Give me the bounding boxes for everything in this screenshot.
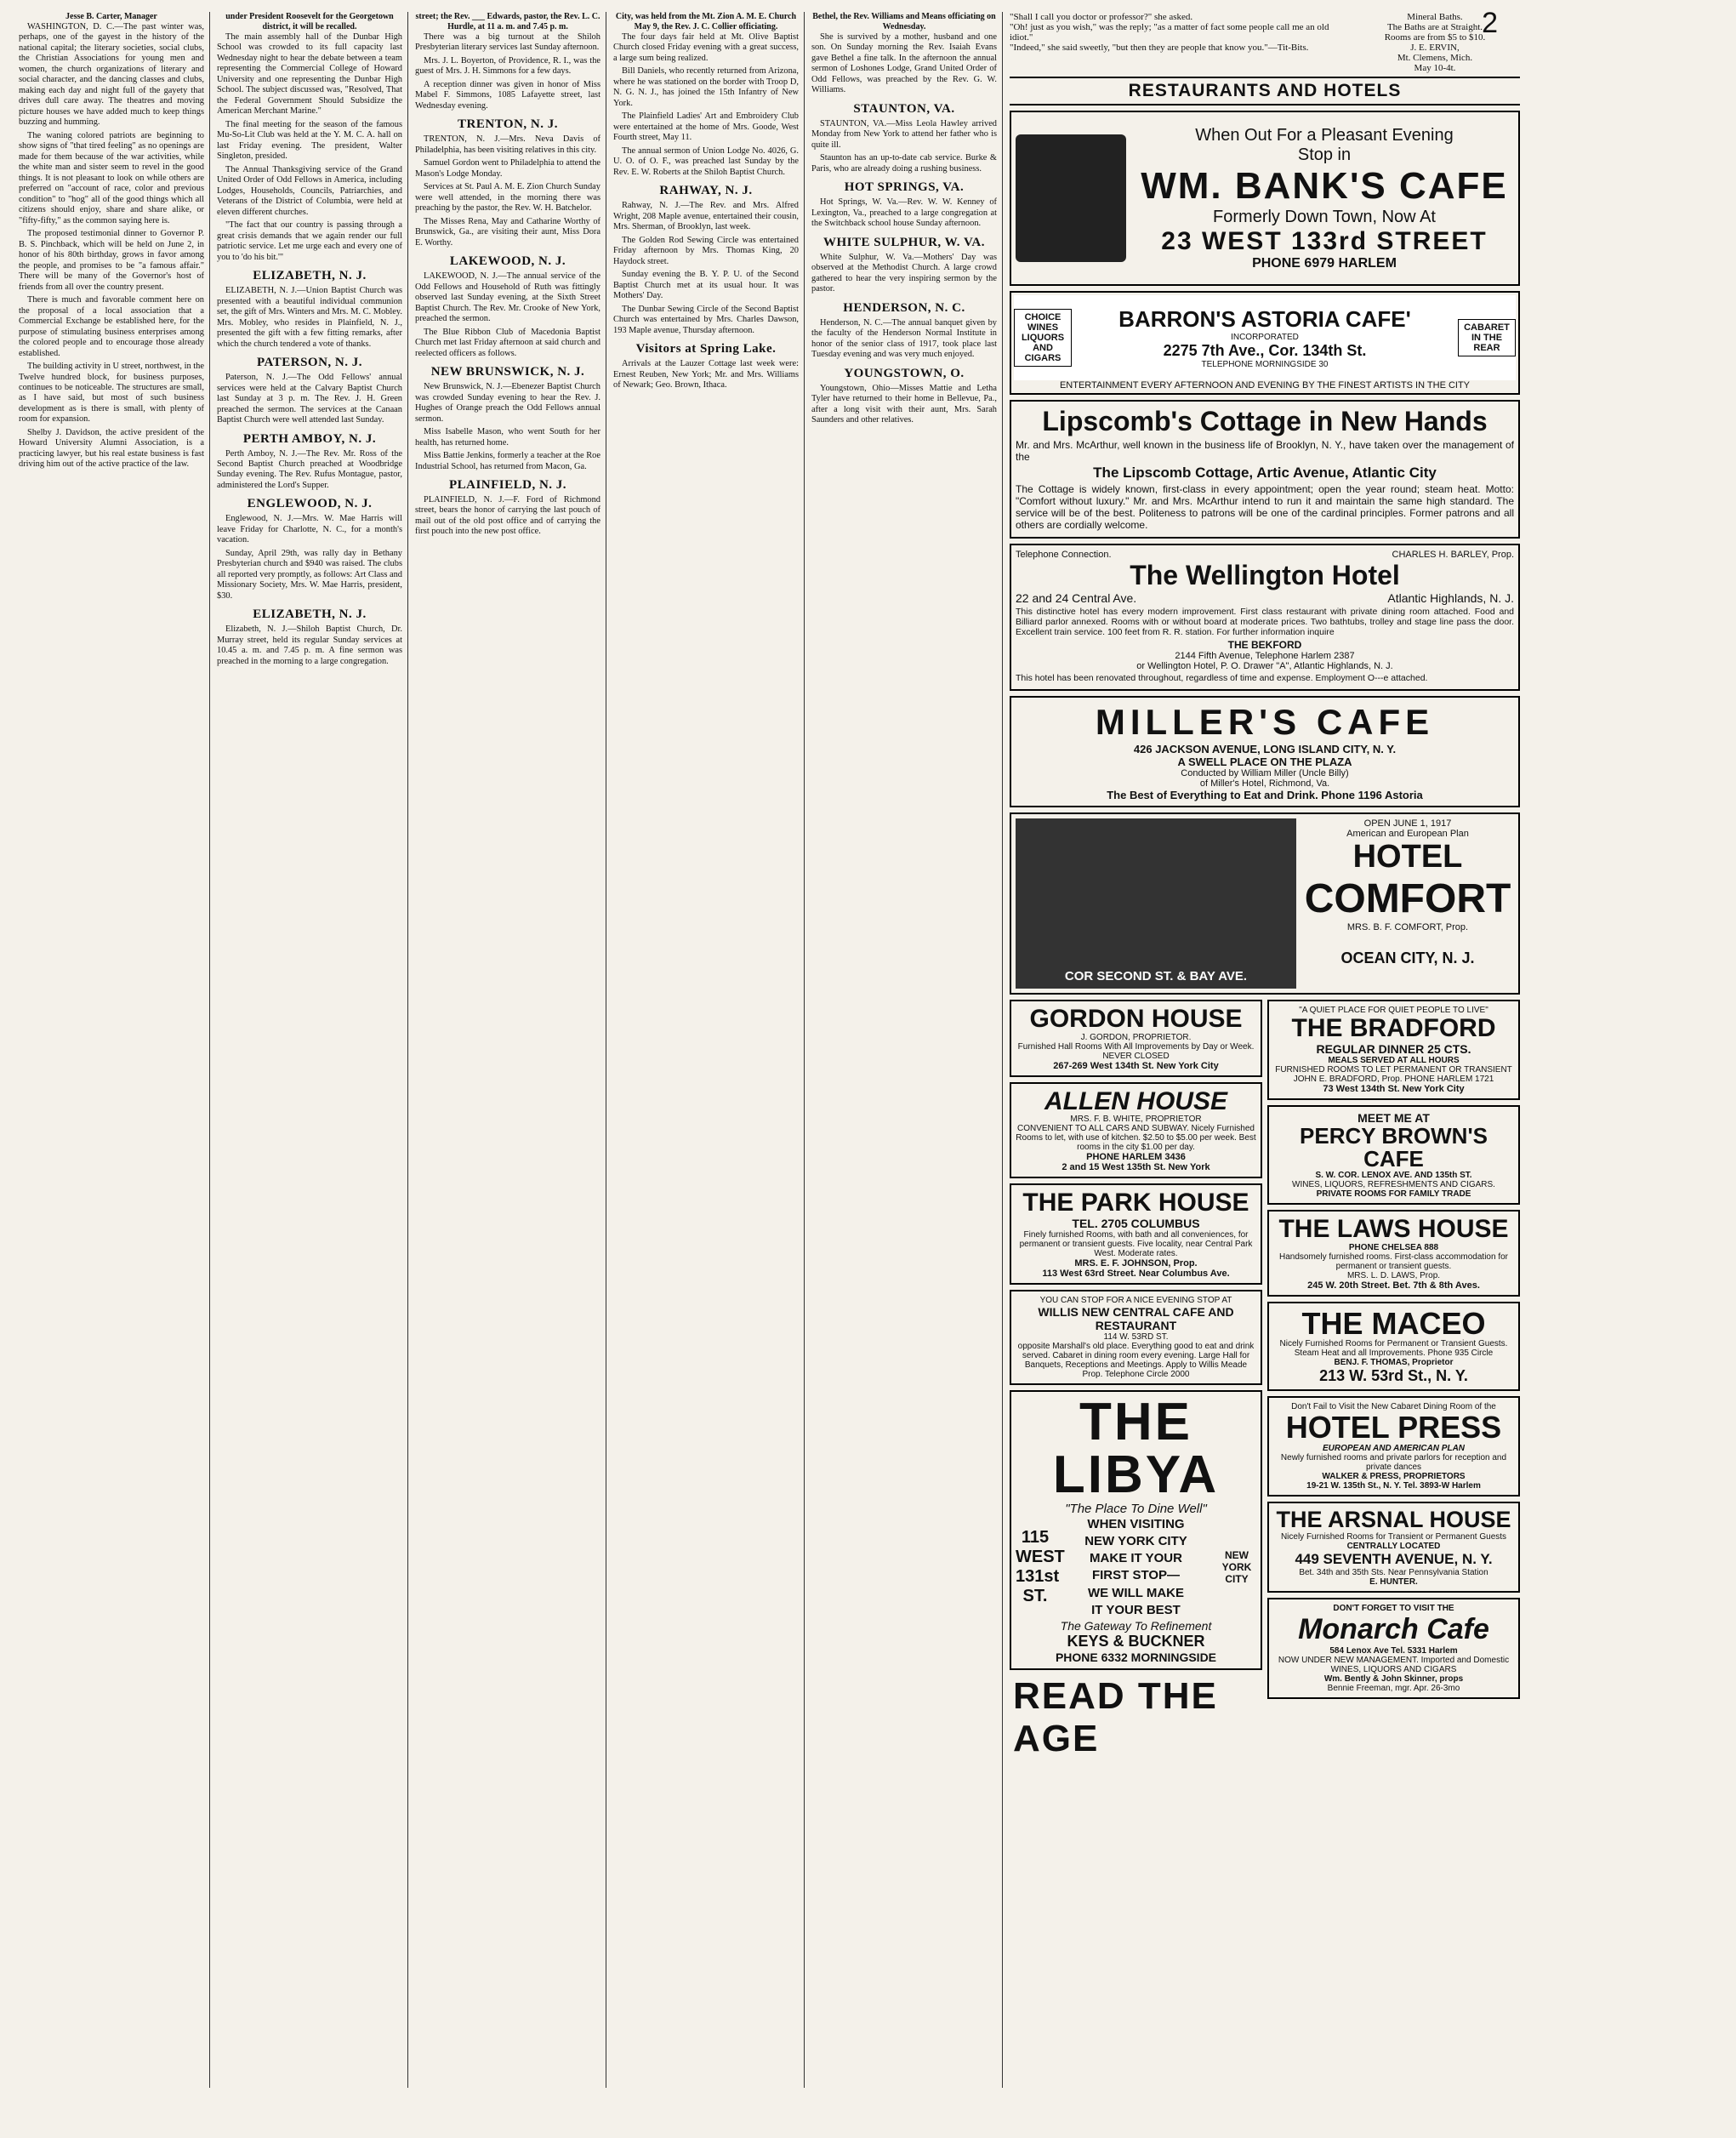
ad-hotel-press [1267,1396,1520,1497]
ad-subtitle: HOTEL [1352,839,1463,875]
section-heading: NEW BRUNSWICK, N. J. [430,365,585,379]
ad-line: YOU CAN STOP FOR A NICE EVENING STOP AT [1039,1295,1232,1305]
article-paragraph: LAKEWOOD, N. J.—The annual service of the Odd Fellows and Household of Ruth was fittingly observed last Sunday evening, at the Sixth Street Baptist Church. The Rev. Mr. Crooke of New York, preached the sermon. [415,271,600,324]
ad-barrons-astoria [1010,291,1520,395]
ad-line: of Miller's Hotel, Richmond, Va. [1199,778,1330,789]
article-paragraph: The Golden Rod Sewing Circle was entertained Friday afternoon by Mrs. Thomas King, 20 Haydock street. [613,235,799,266]
ad-address: 113 West 63rd Street. Near Columbus Ave. [1042,1268,1230,1279]
ad-footer: PRIVATE ROOMS FOR FAMILY TRADE [1316,1189,1471,1200]
article-paragraph: WASHINGTON, D. C.—The past winter was, perhaps, one of the gayest in the history of the national capital; the literary societies, social clubs, the Christian Associations for young men and women, the church organizations of literary and social character, and the dancing classes and clubs, making each day and night full of the gayety that drives dull care away. The theatres and moving picture houses we have added much to keep things buzzing and humming. [19,22,204,128]
ad-address: 19-21 W. 135th St., N. Y. Tel. 3893-W Harlem [1306,1481,1481,1491]
article-paragraph: Englewood, N. J.—Mrs. W. Mae Harris will leave Friday for Charlotte, N. C., for a month's vacation. [217,514,402,545]
ad-text: Mr. and Mrs. McArthur, well known in the business life of Brooklyn, N. Y., have taken over the management of the [1016,439,1514,463]
ad-line: CENTRALLY LOCATED [1346,1541,1441,1551]
ad-text: Nicely Furnished Rooms for Permanent or Transient Guests. Steam Heat and all Improvements. Phone 935 Circle [1279,1339,1508,1359]
ad-text: opposite Marshall's old place. Everything good to eat and drink served. Cabaret in dining room every evening. Large Hall for Banquets, Receptions and Meetings. Apply to Willis Meade Prop. Telephone Circle 2000 [1017,1341,1255,1379]
section-heading: ELIZABETH, N. J. [253,269,367,283]
ad-line: MRS. E. F. JOHNSON, Prop. [1074,1257,1198,1269]
ad-line: Bet. 34th and 35th Sts. Near Pennsylvania Station [1299,1567,1488,1577]
ad-line: WE WILL MAKE [1087,1585,1185,1600]
ad-subtitle: THE BEKFORD [1227,639,1302,651]
ad-address: 245 W. 20th Street. Bet. 7th & 8th Aves. [1307,1280,1480,1291]
column-top-line: under President Roosevelt for the Georgetown district, it will be recalled. [225,12,394,31]
ad-line: American and European Plan [1346,829,1469,839]
article-paragraph: The Dunbar Sewing Circle of the Second Baptist Church was entertained by Mrs. Charles Dawson, 193 Maple avenue, Thursday afternoon. [613,304,799,335]
ad-subtitle: The Lipscomb Cottage, Artic Avenue, Atlantic City [1093,465,1437,481]
ad-allen-house [1010,1082,1262,1179]
section-heading: WHITE SULPHUR, W. VA. [822,235,985,249]
column-top-line: City, was held from the Mt. Zion A. M. E. Church May 9, the Rev. J. C. Collier officiating. [615,12,797,31]
ad-address: 267-269 West 134th St. New York City [1053,1060,1219,1071]
baths-line: The Baths are at Straight. [1386,22,1483,32]
ad-slogan: The Gateway To Refinement [1060,1619,1212,1633]
ad-phone: PHONE CHELSEA 888 [1348,1242,1439,1252]
article-paragraph: The proposed testimonial dinner to Governor P. B. S. Pinchback, which will be held on June 2, in honor of his 80th birthday, grows in favor among the people, and promises to be "a famous affair." There will be many of the Governor's host of friends from all over the country present. [19,229,204,292]
ad-line: J. GORDON, PROPRIETOR. [1080,1032,1192,1042]
article-paragraph: Arrivals at the Lauzer Cottage last week were: Ernest Reuben, New York; Mr. and Mrs. Williams of Newark; Geo. Brown, Ithaca. [613,359,799,391]
ad-text: NOW UNDER NEW MANAGEMENT. Imported and Domestic WINES, LIQUORS AND CIGARS [1278,1655,1510,1674]
column-top-line: Jesse B. Carter, Manager [65,12,157,21]
article-paragraph: The Plainfield Ladies' Art and Embroidery Club were entertained at the home of Mrs. Goode, West Fourth street, May 11. [613,111,799,143]
ad-lipscomb-cottage [1010,400,1520,539]
article-paragraph: ELIZABETH, N. J.—Union Baptist Church was presented with a beautiful individual communion set, the gift of Mrs. Winters and Mrs. M. C. Mobley. Mrs. Mobley, who resides in Plainfield, N. J., presented the gift with a few fitting remarks, after which the church tendered a vote of thanks. [217,286,402,349]
article-paragraph: Hot Springs, W. Va.—Rev. W. W. Kenney of Lexington, Va., preached to a large congregation at the Switchback school house Sunday afternoon. [811,197,997,229]
news-column-5 [811,12,1003,2088]
ad-address: 2144 Fifth Avenue, Telephone Harlem 2387 [1175,651,1355,661]
section-heading: TRENTON, N. J. [458,117,558,132]
ad-address: 23 WEST 133rd STREET [1161,226,1488,255]
article-paragraph: Bill Daniels, who recently returned from Arizona, where he was stationed on the border with Troop D, N. G. N. J., has joined the 15th Infantry of New York. [613,66,799,108]
article-paragraph: Services at St. Paul A. M. E. Zion Church Sunday were well attended, in the morning there was preaching by the pastor, the Rev. W. H. Batchelor. [415,182,600,214]
ad-monarch-cafe [1267,1598,1520,1699]
article-paragraph: The four days fair held at Mt. Olive Baptist Church closed Friday evening with a great success, a large sum being realized. [613,32,799,63]
columns-row [19,12,1721,2088]
ad-line: REGULAR DINNER 25 CTS. [1316,1041,1471,1056]
joke-line: "Indeed," she said sweetly, "but then they are people that know you."—Tit-Bits. [1010,43,1309,53]
ad-address: 114 W. 53RD ST. [1103,1331,1169,1342]
article-paragraph: "The fact that our country is passing through a great crisis demands that we again render our full patriotic service. Let me urge each and every one of you to 'do his bit.'" [217,220,402,262]
ad-line: JOHN E. BRADFORD, Prop. PHONE HARLEM 1721 [1293,1074,1494,1084]
article-paragraph: Shelby J. Davidson, the active president of the Howard University Alumni Association, is a practicing lawyer, but his real estate business is fast driving him out of the active practice of the law. [19,427,204,470]
article-paragraph: Henderson, N. C.—The annual banquet given by the faculty of the Henderson Normal Institute in honor of the senior class of 1917, took place last Tuesday evening and was very much enjoyed. [811,317,997,360]
ad-phone: TEL. 2705 COLUMBUS [1072,1216,1200,1230]
ad-text: The Cottage is widely known, first-class in every appointment; open the year round; steam heat. Motto: "Comfort without luxury." Mr. and Mrs. McArthur intend to run it and maintain the same high standard. The service will be of the best. Politeness to patrons will be one of the cardinal principles. Former patrons and all others are cordially welcome. [1016,483,1514,531]
baths-line: Mineral Baths. [1407,12,1463,22]
ad-phone: PHONE 6332 MORNINGSIDE [1055,1651,1217,1664]
photo-caption: COR SECOND ST. & BAY AVE. [1064,969,1248,983]
ad-line: MRS. B. F. COMFORT, Prop. [1346,922,1469,932]
ad-line: DON'T FORGET TO VISIT THE [1333,1603,1454,1613]
ad-park-house [1010,1183,1262,1285]
baths-line: May 10-4t. [1414,63,1456,73]
ad-wellington-hotel [1010,544,1520,691]
article-paragraph: Samuel Gordon went to Philadelphia to attend the Mason's Lodge Monday. [415,158,600,179]
ad-millers-cafe [1010,696,1520,807]
ad-libya [1010,1390,1262,1671]
ad-line: EUROPEAN AND AMERICAN PLAN [1322,1444,1466,1454]
ad-banks-cafe [1010,111,1520,286]
ad-line: MRS. L. D. LAWS, Prop. [1346,1270,1441,1280]
ad-text: Newly furnished rooms and private parlors for reception and private dances [1280,1453,1507,1473]
article-paragraph: STAUNTON, VA.—Miss Leola Hawley arrived Monday from New York to attend her father who is quite ill. [811,118,997,150]
article-paragraph: Sunday evening the B. Y. P. U. of the Second Baptist Church met at its usual hour. It was Mothers' Day. [613,270,799,301]
ad-text: CONVENIENT TO ALL CARS AND SUBWAY. Nicely Furnished Rooms to let, with use of kitchen. $2.50 to $5.00 per week. Best rooms in the city $1.00 per day. [1016,1124,1256,1152]
ad-title: THE MACEO [1301,1305,1486,1341]
article-paragraph: New Brunswick, N. J.—Ebenezer Baptist Church was crowded Sunday evening to hear the Rev. J. Hughes of Orange preach the Odd Fellows annual sermon. [415,382,600,424]
hotel-photo [1016,818,1296,989]
ad-title: THE ARSNAL HOUSE [1276,1507,1511,1533]
ad-address: or Wellington Hotel, P. O. Drawer "A", Atlantic Highlands, N. J. [1136,661,1393,671]
ads-header: RESTAURANTS AND HOTELS [1010,77,1520,105]
ad-line: BENJ. F. THOMAS, Proprietor [1334,1358,1454,1368]
section-heading: PATERSON, N. J. [256,356,363,370]
ad-text: Handsomely furnished rooms. First-class accommodation for permanent or transient guests. [1279,1251,1508,1271]
article-paragraph: The Blue Ribbon Club of Macedonia Baptist Church met last Friday afternoon at said church and reelected officers as follows. [415,327,600,358]
ad-line: MAKE IT YOUR [1090,1551,1182,1565]
article-paragraph: The waning colored patriots are beginning to show signs of "that tired feeling" as no openings are made for them because of the war activities, while the white man and sister seem to revel in the good things. It is not pleasant to look on while others are preferred on "account of race, color and previous condition" to "hog" all of the good things which all citizens should enjoy, share and share alike, or "fifty-fifty," as the common saying here is. [19,130,204,225]
ad-line: NEW YORK CITY [1084,1533,1187,1548]
ad-line: Conducted by William Miller (Uncle Billy) [1181,768,1349,778]
ads-column [1010,12,1520,2088]
news-column-1 [19,12,210,2088]
ad-title: ALLEN HOUSE [1044,1086,1227,1115]
ad-text: Nicely Furnished Rooms for Transient or Permanent Guests [1280,1531,1507,1542]
baths-line: Rooms are from $5 to $10. [1384,32,1486,43]
article-paragraph: The Annual Thanksgiving service of the Grand United Order of Odd Fellows in America, including Lodges, Households, Councils, Patriarchies, and Veterans of the District of Columbia, were held at eleven different churches. [217,164,402,217]
article-paragraph: Youngstown, Ohio—Misses Mattie and Letha Tyler have returned to their home in Bellevue, Pa., after a long visit with their aunt, Mrs. Sarah Saunders and other relatives. [811,383,997,425]
ad-line: A SWELL PLACE ON THE PLAZA [1177,755,1352,768]
ad-address: OCEAN CITY, N. J. [1340,949,1475,966]
section-heading: PERTH AMBOY, N. J. [242,431,377,446]
ad-text: This hotel has been renovated throughout, regardless of time and expense. Employment O---e attached. [1016,673,1428,683]
baths-line: Mt. Clemens, Mich. [1397,53,1473,63]
ad-address: Atlantic Highlands, N. J. [1387,591,1514,605]
ad-address: 22 and 24 Central Ave. [1016,591,1137,605]
ad-address: 449 SEVENTH AVENUE, N. Y. [1295,1550,1493,1567]
ad-title: WILLIS NEW CENTRAL CAFE AND RESTAURANT [1038,1304,1234,1332]
ad-address: 426 JACKSON AVENUE, LONG ISLAND CITY, N. Y. [1133,743,1397,755]
article-paragraph: There is much and favorable comment here on the proposal of a local association that a Commercial Exchange be established here, for the purpose of stimulating business enterprises among the colored people and to encourage those already established. [19,295,204,358]
ad-line: OPEN JUNE 1, 1917 [1363,818,1452,829]
ad-address: 584 Lenox Ave Tel. 5331 Harlem [1329,1645,1458,1656]
ad-willis-cafe [1010,1290,1262,1385]
ad-hotel-comfort [1010,812,1520,995]
article-paragraph: There was a big turnout at the Shiloh Presbyterian literary services last Sunday afternoon. [415,32,600,53]
ad-line: IT YOUR BEST [1091,1602,1181,1617]
ad-address: S. W. COR. LENOX AVE. AND 135th ST. [1315,1171,1472,1181]
ad-percy-browns-cafe [1267,1105,1520,1206]
ad-line: MRS. F. B. WHITE, PROPRIETOR [1070,1115,1202,1124]
ad-title: THE LAWS HOUSE [1278,1215,1509,1244]
ad-address: 73 West 134th St. New York City [1323,1083,1465,1094]
section-heading: HENDERSON, N. C. [843,300,965,315]
ad-slogan: "The Place To Dine Well" [1065,1501,1207,1516]
article-paragraph: The main assembly hall of the Dunbar High School was crowded to its full capacity last Wednesday night to hear the debate between a team representing the Commercial College of Howard University and one representing the Dunbar High School. The subject discussed was, "Resolved, That the Federal Government Should Subsidize the American Merchant Marine." [217,32,402,117]
ad-text: Finely furnished Rooms, with bath and all conveniences, for permanent or transient guests. Five locality, near Central Park West. Moderate rates. [1019,1229,1253,1258]
ad-line: Formerly Down Town, Now At [1213,207,1436,226]
ad-title: PERCY BROWN'S CAFE [1300,1122,1488,1172]
section-heading: Visitors at Spring Lake. [635,342,777,356]
article-paragraph: A reception dinner was given in honor of Miss Mabel F. Simmons, 1085 Lafayette street, last Wednesday evening. [415,79,600,111]
article-paragraph: The annual sermon of Union Lodge No. 4026, G. U. O. of O. F., was preached last Sunday by the Rev. E. W. Roberts at the Shiloh Baptist Church. [613,145,799,177]
ad-line: MEALS SERVED AT ALL HOURS [1328,1055,1460,1065]
article-paragraph: The building activity in U street, northwest, in the Twelve hundred block, for business purposes, continues to be noticeable. The structures are small, as I have said, but most of such business development as is there is small, with plenty of room for expansion. [19,362,204,425]
ad-phone: TELEPHONE MORNINGSIDE 30 [1201,360,1329,369]
ad-title: BARRON'S ASTORIA CAFE' [1118,306,1411,332]
ad-line: When Out For a Pleasant Evening [1195,125,1454,145]
ad-line: WALKER & PRESS, PROPRIETORS [1322,1472,1466,1482]
ad-the-bradford [1267,1000,1520,1100]
ads-left-subcolumn [1010,1000,1262,1760]
ad-line: MEET ME AT [1357,1110,1430,1125]
ads-right-subcolumn [1267,1000,1520,1760]
joke-text [1010,12,1345,73]
section-heading: HOT SPRINGS, VA. [844,180,965,195]
ad-text: FURNISHED ROOMS TO LET PERMANENT OR TRANSIENT [1275,1064,1512,1075]
article-paragraph: White Sulphur, W. Va.—Mothers' Day was observed at the Methodist Church. A large crowd gathered to hear the very inspiring sermon by the pastor. [811,252,997,294]
section-heading: ENGLEWOOD, N. J. [247,497,373,511]
read-the-age-banner: READ THE AGE [1013,1675,1218,1759]
article-paragraph: Paterson, N. J.—The Odd Fellows' annual services were held at the Calvary Baptist Church last Sunday at 3 p. m. The Rev. J. H. Green preached the sermon. The services at the Canaan Baptist Church were well attended last Sunday. [217,373,402,425]
baths-line: J. E. ERVIN, [1410,43,1460,53]
ad-text: WINES, LIQUORS, REFRESHMENTS AND CIGARS. [1292,1180,1495,1190]
ad-line: FIRST STOP— [1091,1568,1181,1583]
ad-title: THE LIBYA [1052,1392,1220,1504]
ad-line: Wm. Bently & John Skinner, props [1323,1673,1464,1684]
ad-laws-house [1267,1210,1520,1297]
ad-footer: The Best of Everything to Eat and Drink. Phone 1196 Astoria [1107,789,1423,801]
ad-title: THE PARK HOUSE [1022,1189,1249,1217]
article-paragraph: The Misses Rena, May and Catharine Worthy of Brunswick, Ga., are visiting their aunt, Miss Dora E. Worthy. [415,216,600,248]
article-paragraph: PLAINFIELD, N. J.—F. Ford of Richmond street, bears the honor of carrying the last pouch of mail out of the old post office and of carrying the first pouch into the new post office. [415,494,600,537]
article-paragraph: Staunton has an up-to-date cab service. Burke & Paris, who are already doing a rushing business. [811,153,997,174]
article-paragraph: She is survived by a mother, husband and one son. On Sunday morning the Rev. Isaiah Evans gave Bethel a fine talk. In the afternoon the annual sermon of Loshones Lodge, Grand United Order of Odd Fellows, was preached by the Rev. G. W. Williams. [811,32,997,95]
ad-line: INCORPORATED [1231,333,1299,342]
proprietor-portrait [1016,134,1126,262]
ad-title: WM. BANK'S CAFE [1141,164,1508,207]
ad-line: Stop in [1297,145,1352,164]
article-paragraph: Perth Amboy, N. J.—The Rev. Mr. Ross of the Second Baptist Church preached at Woodbridge Sunday evening. The Rev. Rufus Montague, pastor, administered the Lord's Supper. [217,448,402,490]
ad-address: 2 and 15 West 135th St. New York [1062,1162,1210,1172]
page-number: 2 [1482,7,1498,39]
article-paragraph: Miss Battie Jenkins, formerly a teacher at the Roe Industrial School, has returned from Macon, Ga. [415,451,600,471]
ad-side-label: CHOICE WINES LIQUORS AND CIGARS [1014,309,1072,367]
article-paragraph: Mrs. J. L. Boyerton, of Providence, R. I., was the guest of Mrs. J. H. Simmons for a few days. [415,55,600,77]
ad-phone: PHONE HARLEM 3436 [1086,1152,1186,1162]
ad-footer: ENTERTAINMENT EVERY AFTERNOON AND EVENING BY THE FINEST ARTISTS IN THE CITY [1059,380,1471,391]
ads-two-column [1010,1000,1520,1760]
joke-line: "Shall I call you doctor or professor?" she asked. [1010,12,1193,22]
section-heading: LAKEWOOD, N. J. [449,254,566,269]
ad-line: "A QUIET PLACE FOR QUIET PEOPLE TO LIVE" [1299,1006,1488,1015]
article-paragraph: TRENTON, N. J.—Mrs. Neva Davis of Philadelphia, has been visiting relatives in this city. [415,134,600,155]
ad-gordon-house [1010,1000,1262,1077]
ad-address: 2275 7th Ave., Cor. 134th St. [1163,342,1367,359]
news-column-3 [415,12,606,2088]
ad-address: 213 W. 53rd St., N. Y. [1319,1367,1468,1385]
corner-notice [1010,12,1520,73]
joke-line: "Oh! just as you wish," was the reply; "as a matter of fact some people call me an old idiot." [1010,22,1329,43]
column-top-line: street; the Rev. ___ Edwards, pastor, the Rev. L. C. Hurdle, at 11 a. m. and 7.45 p. m. [415,12,600,31]
ad-phone: PHONE 6979 HARLEM [1252,255,1397,271]
ad-line: Don't Fail to Visit the New Cabaret Dining Room of the [1291,1402,1496,1412]
ad-title: GORDON HOUSE [1029,1005,1243,1033]
news-column-4 [613,12,805,2088]
article-paragraph: Elizabeth, N. J.—Shiloh Baptist Church, Dr. Murray street, held its regular Sunday services at 10.45 a. m. and 7.45 p. m. A fine sermon was preached in the morning to a large congregation. [217,624,402,666]
ad-side-label: CABARET IN THE REAR [1458,319,1516,356]
ad-line: CHARLES H. BARLEY, Prop. [1392,550,1514,560]
ad-line: WHEN VISITING [1087,1516,1185,1531]
article-paragraph: Miss Isabelle Mason, who went South for her health, has returned home. [415,427,600,448]
news-column-2 [217,12,408,2088]
ad-line: KEYS & BUCKNER [1067,1633,1205,1650]
ad-title: COMFORT [1304,876,1511,921]
ad-line: Bennie Freeman, mgr. Apr. 26-3mo [1327,1683,1460,1693]
ad-title: The Wellington Hotel [1130,560,1400,590]
ad-title: Monarch Cafe [1298,1612,1489,1645]
ad-line: Telephone Connection. [1016,550,1112,560]
ad-address: 115 WEST 131st ST. [1016,1528,1065,1606]
section-heading: RAHWAY, N. J. [659,184,753,198]
ad-arsnal-house [1267,1502,1520,1592]
column-top-line: Bethel, the Rev. Williams and Means officiating on Wednesday. [812,12,996,31]
ad-title: MILLER'S CAFE [1095,702,1435,742]
section-heading: PLAINFIELD, N. J. [448,477,567,492]
ad-line: E. HUNTER. [1369,1576,1418,1587]
ad-title: THE BRADFORD [1291,1014,1496,1042]
article-paragraph: Rahway, N. J.—The Rev. and Mrs. Alfred Wright, 208 Maple avenue, entertained their cousin, Mrs. Sherman, of Brooklyn, last week. [613,201,799,232]
section-heading: YOUNGSTOWN, O. [844,366,965,380]
article-paragraph: The final meeting for the season of the famous Mu-So-Lit Club was held at the Y. M. C. A. hall on last Friday evening. The president, Walter Singleton, presided. [217,119,402,162]
ad-line: NEW YORK CITY [1221,1549,1252,1586]
section-heading: STAUNTON, VA. [853,101,955,116]
section-heading: ELIZABETH, N. J. [253,607,367,622]
ad-text: Furnished Hall Rooms With All Improvements by Day or Week. NEVER CLOSED [1017,1041,1255,1061]
ad-title: Lipscomb's Cottage in New Hands [1042,406,1488,436]
article-paragraph: Sunday, April 29th, was rally day in Bethany Presbyterian church and $940 was raised. The clubs all reported very promptly, as follows: Art Class and Missionary Society, Mrs. W. Mae Harris, president, $30. [217,548,402,601]
ad-text: This distinctive hotel has every modern improvement. First class restaurant with private dining room attached. Food and Billiard parlor annexed. Rooms with or without board at moderate prices. Two bathtubs, trolley and stage line pass the door. Excellent train service. 100 feet from R. R. station. For further information inquire [1016,607,1514,637]
ad-the-maceo [1267,1302,1520,1392]
ad-title: HOTEL PRESS [1285,1410,1502,1445]
